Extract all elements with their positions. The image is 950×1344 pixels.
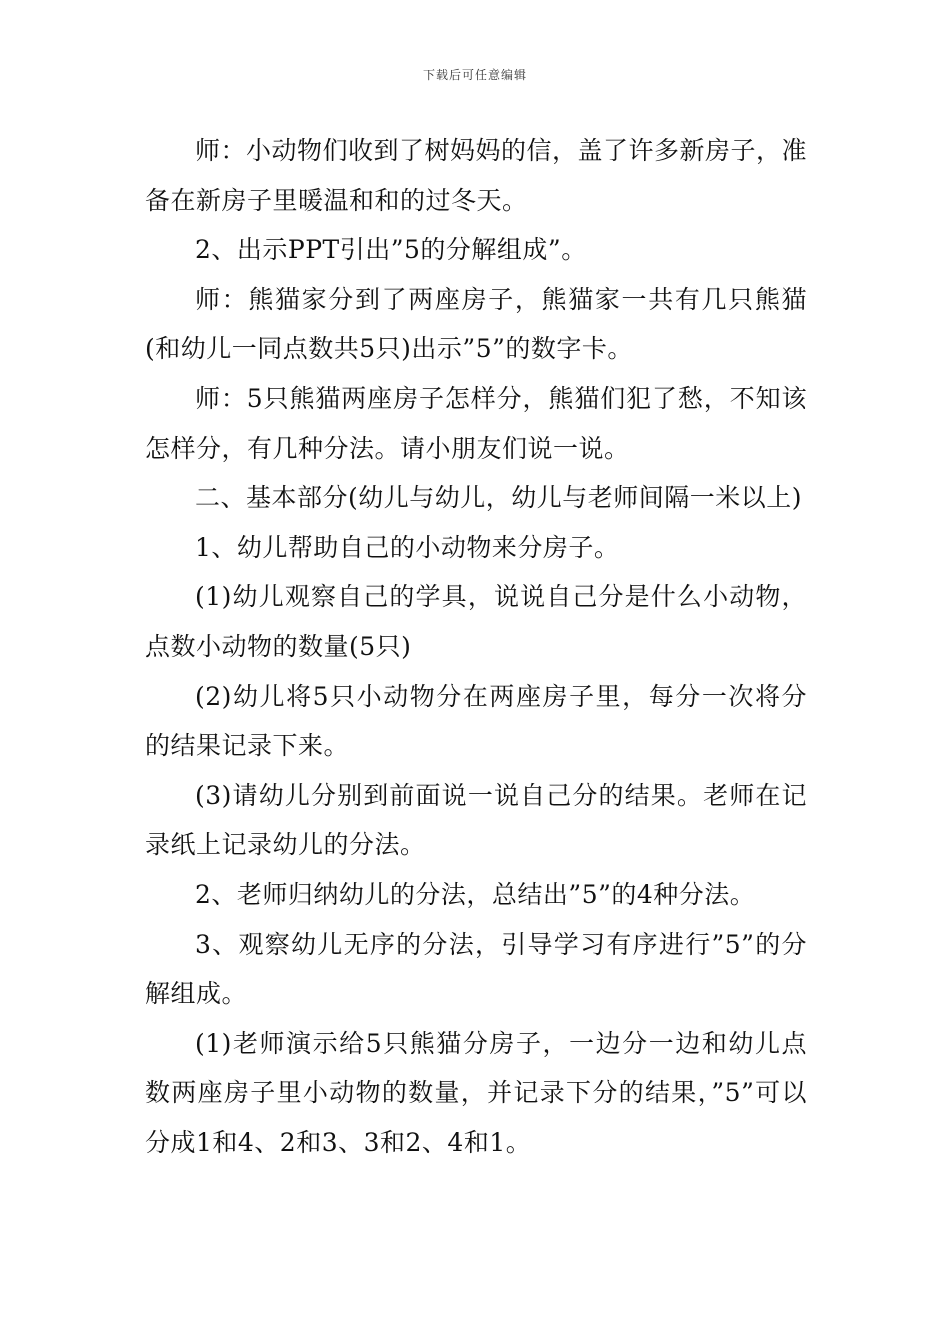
paragraph-8: (2)幼儿将5只小动物分在两座房子里，每分一次将分的结果记录下来。: [145, 681, 807, 761]
paragraph-3: 师：熊猫家分到了两座房子，熊猫家一共有几只熊猫(和幼儿一同点数共5只)出示”5”的数字卡。: [145, 284, 807, 364]
paragraph-6: 1、幼儿帮助自己的小动物来分房子。: [195, 532, 620, 562]
header-note: 下载后可任意编辑: [422, 68, 527, 82]
document-body: [145, 126, 807, 1167]
paragraph-7: (1)幼儿观察自己的学具，说说自己分是什么小动物，点数小动物的数量(5只): [145, 582, 807, 661]
paragraph-10: 2、老师归纳幼儿的分法，总结出”5”的4种分法。: [195, 879, 756, 909]
paragraph-2: 2、出示PPT引出”5的分解组成”。: [195, 235, 587, 265]
paragraph-5: 二、基本部分(幼儿与幼儿，幼儿与老师间隔一米以上): [195, 483, 803, 513]
paragraph-1: 师：小动物们收到了树妈妈的信，盖了许多新房子，准备在新房子里暖温和和的过冬天。: [145, 136, 808, 215]
paragraph-12: (1)老师演示给5只熊猫分房子，一边分一边和幼儿点数两座房子里小动物的数量，并记录下分的结果，”5”可以分成1和4、2和3、3和2、4和1。: [145, 1028, 807, 1157]
paragraph-9: (3)请幼儿分别到前面说一说自己分的结果。老师在记录纸上记录幼儿的分法。: [145, 780, 807, 860]
paragraph-4: 师：5只熊猫两座房子怎样分，熊猫们犯了愁，不知该怎样分，有几种分法。请小朋友们说一说。: [145, 383, 807, 463]
paragraph-11: 3、观察幼儿无序的分法，引导学习有序进行”5”的分解组成。: [145, 929, 807, 1009]
